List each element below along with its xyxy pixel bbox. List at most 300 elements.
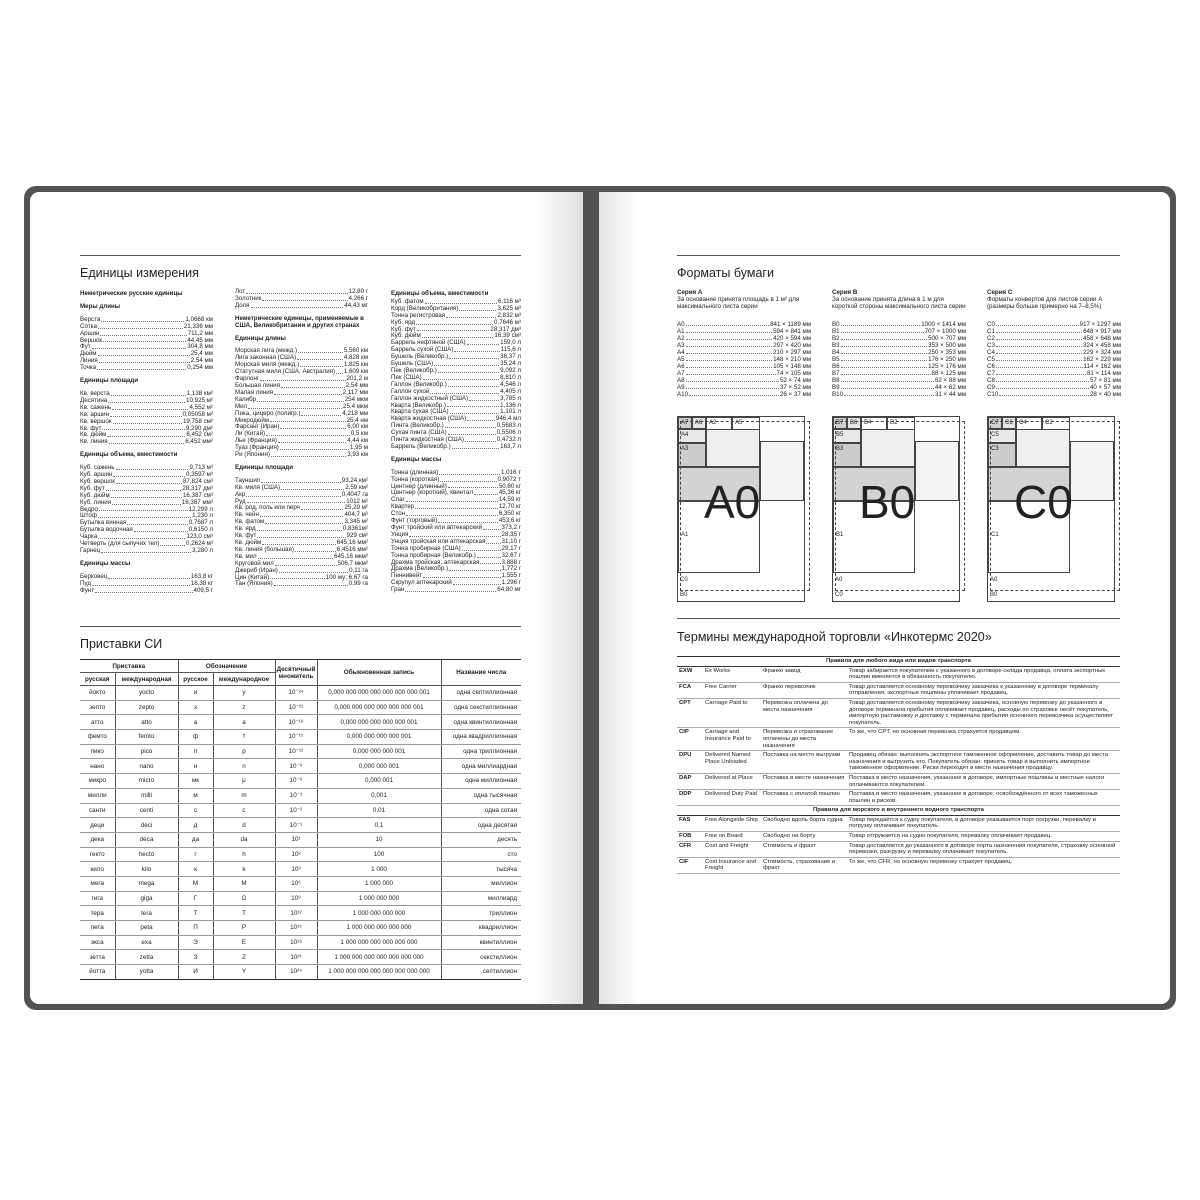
incoterms-code: EXW <box>677 666 703 682</box>
units-column-2 <box>235 289 368 588</box>
incoterms-row <box>677 841 1120 857</box>
paper-sheet-label: A3 <box>681 446 689 452</box>
si-cell: 10⁻³ <box>275 788 317 803</box>
unit-value: 4,266 г <box>348 294 368 302</box>
si-cell: Г <box>178 891 213 906</box>
si-cell: 10⁻⁹ <box>275 759 317 774</box>
paper-size-row <box>987 363 1121 370</box>
unit-name: Десятина <box>80 396 108 404</box>
unit-value: 10,925 м² <box>186 396 213 404</box>
unit-value: 0,6150 л <box>188 526 213 534</box>
si-cell: з <box>178 700 213 715</box>
unit-name: Драхма тройская, аптекарская <box>391 558 480 566</box>
si-head-russian: русская <box>80 673 115 686</box>
si-cell: одна десятая <box>441 818 521 833</box>
paper-sheet-label: A2 <box>709 420 717 426</box>
si-cell: 0,000 000 000 000 001 <box>317 730 441 745</box>
incoterms-code: FOB <box>677 832 703 842</box>
paper-size-row <box>832 335 966 342</box>
si-cell: одна тысячная <box>441 788 521 803</box>
unit-value: 2,59 км² <box>345 483 368 491</box>
si-cell: 1 000 000 000 000 000 000 000 000 <box>317 965 441 980</box>
unit-value: 2,832 м³ <box>497 311 521 319</box>
unit-name: Стон <box>391 510 406 518</box>
si-cell: миллиард <box>441 891 521 906</box>
si-cell: 10⁻²⁴ <box>275 686 317 701</box>
paper-outline-dashed <box>990 421 1120 591</box>
si-row <box>80 730 521 745</box>
unit-name: Фунт тройский или аптекарский <box>391 524 483 531</box>
si-cell: 100 <box>317 847 441 862</box>
top-rule-right <box>677 255 1120 256</box>
paper-sheet-label: C2 <box>1045 420 1053 426</box>
paper-size-name: C7 <box>987 370 995 377</box>
paper-size-name: C2 <box>987 335 995 342</box>
paper-size-value: 28 × 40 мм <box>1089 391 1121 398</box>
incoterms-code: FAS <box>677 815 703 831</box>
incoterms-row <box>677 682 1120 698</box>
unit-name: Линия <box>80 357 98 365</box>
si-title: Приставки СИ <box>80 637 163 651</box>
unit-name: Аршин <box>80 329 100 337</box>
incoterms-row <box>677 728 1120 751</box>
incoterms-row <box>677 773 1120 789</box>
unit-value: 201,2 м <box>346 375 368 383</box>
unit-name: Тан (Япония) <box>235 580 273 588</box>
units-section-heading: Неметрические единицы, применяемые в США, Великобритании и других странах <box>235 314 364 329</box>
unit-name: Баррель (Великобр.) <box>391 442 451 450</box>
unit-name: Фарсанг (Иран) <box>235 423 280 431</box>
incoterms-en: Carriage and Insurance Paid to <box>703 728 761 751</box>
incoterms-code: CIP <box>677 728 703 751</box>
si-cell: 0,01 <box>317 803 441 818</box>
incoterms-ru: Свободно вдоль борта судна <box>761 815 847 831</box>
paper-sheet-label: C0 <box>680 577 688 583</box>
unit-name: Тонна пробирная (США) <box>391 544 461 552</box>
si-cell: G <box>213 891 275 906</box>
incoterms-desc: Поставка в место назначения, указанное в договоре, освобождённого от всех таможенных пошлин и рисков. <box>847 790 1120 806</box>
incoterms-title: Термины международной торговли «Инкотермс 2020» <box>677 630 992 644</box>
paper-size-row <box>677 384 811 391</box>
paper-size-name: C6 <box>987 363 995 370</box>
si-cell: yocto <box>115 686 178 701</box>
si-cell: Т <box>178 906 213 921</box>
unit-value: 12,80 г <box>348 288 368 295</box>
unit-value: 2,54 мм <box>190 357 213 365</box>
si-row <box>80 700 521 715</box>
unit-name: Кв. линия <box>80 438 108 446</box>
paper-size-value: 74 × 105 мм <box>776 370 811 377</box>
unit-name: Кв. миля (США) <box>235 483 281 491</box>
unit-name: Берковец <box>80 572 108 580</box>
paper-sheet-label: A1 <box>681 532 689 538</box>
si-cell: сто <box>441 847 521 862</box>
unit-name: Морская миля (межд.) <box>235 361 300 369</box>
unit-value: 3,625 м³ <box>497 304 521 312</box>
unit-name: Куб. линия <box>80 498 112 506</box>
paper-size-name: B2 <box>832 335 840 342</box>
incoterms-row <box>677 751 1120 774</box>
incoterms-en: Delivered Named Place Unloaded <box>703 751 761 774</box>
unit-name: Сотка <box>80 322 97 330</box>
paper-title: Форматы бумаги <box>677 266 774 280</box>
unit-name: Пек (США) <box>391 373 422 381</box>
unit-value: 14,59 кг <box>498 496 521 504</box>
paper-series-description: За основание принята длина в 1 м для короткой стороны максимального листа серии <box>832 296 966 310</box>
unit-name: Статутная миля (США, Австралия) <box>235 368 336 376</box>
paper-format-big-label: B0 <box>859 476 916 528</box>
unit-value: 1,138 км² <box>186 389 213 397</box>
si-cell: 10¹⁸ <box>275 935 317 950</box>
paper-size-name: B8 <box>832 377 840 384</box>
unit-name: Гран <box>391 586 405 594</box>
paper-size-row <box>832 384 966 391</box>
unit-value: 6,452 см² <box>186 431 213 439</box>
si-cell: 0,000 000 000 000 000 000 000 001 <box>317 686 441 701</box>
paper-size-row <box>677 342 811 349</box>
paper-sheet-label: A4 <box>681 432 689 438</box>
unit-row <box>235 581 368 588</box>
paper-size-name: A1 <box>677 328 685 335</box>
unit-name: Мил <box>235 402 248 410</box>
unit-value: 21,336 мм <box>183 322 213 330</box>
si-cell: z <box>213 700 275 715</box>
paper-size-name: A9 <box>677 384 685 391</box>
si-row <box>80 803 521 818</box>
si-cell: P <box>213 921 275 936</box>
paper-outline-dashed <box>835 421 965 591</box>
si-cell: а <box>178 715 213 730</box>
unit-name: Бушель (Великобр.) <box>391 353 449 361</box>
mid-rule-left <box>80 626 521 627</box>
unit-value: 163,8 кг <box>190 572 213 580</box>
si-row <box>80 788 521 803</box>
si-cell: 10⁻¹⁸ <box>275 715 317 730</box>
si-cell: atto <box>115 715 178 730</box>
unit-name: Гарнец <box>80 547 101 554</box>
si-head-international-symbol: международное <box>213 673 275 686</box>
unit-value: 4,218 мм <box>342 409 368 417</box>
si-cell: д <box>178 818 213 833</box>
incoterms-desc: Товар доставляется основному перевозчику заказчика, основную перевозку до указанного в договоре терминала прибытия оплачивает продавец, расходы по страховке несёт покупатель, импортную растаможку и доставку с терминала прибытия основного перевозчика осуществляет покупатель. <box>847 698 1120 727</box>
unit-row <box>80 548 213 555</box>
unit-value: 12,299 л <box>188 505 213 513</box>
unit-name: Куб. дюйм <box>80 491 110 499</box>
si-cell: М <box>178 876 213 891</box>
si-cell: 10⁻⁶ <box>275 774 317 789</box>
si-row <box>80 935 521 950</box>
unit-name: Пинта (Великобр.) <box>391 422 444 430</box>
incoterms-row <box>677 815 1120 831</box>
paper-size-row <box>677 391 811 398</box>
si-row <box>80 950 521 965</box>
unit-value: 0,7646 м³ <box>494 318 521 326</box>
paper-format-big-label: A0 <box>704 476 761 528</box>
unit-value: 44,43 мг <box>344 301 368 309</box>
unit-value: 36,37 л <box>500 353 521 361</box>
si-cell: micro <box>115 774 178 789</box>
unit-name: Куб. дюйм <box>391 332 421 340</box>
unit-name: Фунт (торговый) <box>391 517 438 525</box>
unit-name: Баррель нефтяной (США) <box>391 339 466 347</box>
incoterms-row <box>677 857 1120 873</box>
paper-sheet-label: C7 <box>991 420 999 426</box>
paper-size-row <box>987 384 1121 391</box>
paper-sheet-label: B4 <box>864 420 872 426</box>
unit-value: 29,17 г <box>501 544 521 552</box>
si-cell: nano <box>115 759 178 774</box>
unit-value: 3,93 км <box>347 451 368 459</box>
incoterms-en: Free on Board <box>703 832 761 842</box>
si-cell: 1 000 000 000 000 000 000 <box>317 935 441 950</box>
paper-sheet-label: B7 <box>836 420 844 426</box>
unit-value: 0,9072 т <box>497 475 521 483</box>
unit-name: Фарлонг <box>235 375 260 383</box>
unit-value: 0,254 мм <box>187 364 213 372</box>
si-cell: n <box>213 759 275 774</box>
paper-size-value: 125 × 176 мм <box>928 363 966 370</box>
unit-name: Кв. вершок <box>80 417 112 425</box>
si-cell: деци <box>80 818 115 833</box>
paper-size-name: C3 <box>987 342 995 349</box>
unit-value: 3,785 л <box>500 394 521 402</box>
unit-name: Кв. верста <box>80 389 110 397</box>
unit-value: 4,546 л <box>500 380 521 388</box>
si-cell: Y <box>213 965 275 980</box>
si-cell: кило <box>80 862 115 877</box>
unit-name: Пика, цицеро (полигр.) <box>235 409 301 417</box>
si-cell: 1 000 000 000 000 000 <box>317 921 441 936</box>
si-cell: квинтиллион <box>441 935 521 950</box>
si-cell: milli <box>115 788 178 803</box>
paper-size-value: 297 × 420 мм <box>773 342 811 349</box>
si-cell: k <box>213 862 275 877</box>
paper-size-value: 62 × 88 мм <box>934 377 966 384</box>
unit-value: 5,560 км <box>343 347 368 355</box>
unit-value: 28,317 дм³ <box>490 325 521 333</box>
incoterms-row <box>677 666 1120 682</box>
units-column-1 <box>80 289 213 595</box>
unit-value: 28,35 г <box>501 530 521 538</box>
unit-name: Ли (Китай) <box>235 430 266 438</box>
paper-sheet-label: A0 <box>835 577 843 583</box>
unit-value: 25,4 мкм <box>343 402 368 410</box>
paper-size-name: C0 <box>987 321 995 328</box>
incoterms-ru: Франко перевозчик <box>761 682 847 698</box>
paper-size-name: A10 <box>677 391 689 398</box>
si-cell: h <box>213 847 275 862</box>
unit-name: Кв. род, поль или перч <box>235 504 300 512</box>
unit-name: Сухая пинта (США) <box>391 429 447 437</box>
units-subheading: Единицы массы <box>391 455 442 463</box>
paper-size-value: 210 × 297 мм <box>773 349 811 356</box>
unit-name: Кв. фатом <box>235 518 265 526</box>
incoterms-row <box>677 832 1120 842</box>
si-cell: 1 000 000 000 000 000 000 000 <box>317 950 441 965</box>
unit-name: Верста <box>80 315 101 323</box>
unit-name: Галлон жидкостный (США) <box>391 394 469 402</box>
si-cell: 1 000 <box>317 862 441 877</box>
si-cell: 10⁻²¹ <box>275 700 317 715</box>
paper-format-diagram <box>677 416 805 602</box>
paper-sheet-label: B0 <box>990 592 998 598</box>
paper-sheet-label: A6 <box>695 420 703 426</box>
paper-size-row <box>677 349 811 356</box>
si-row <box>80 686 521 701</box>
unit-value: 28,317 дм³ <box>182 484 213 492</box>
unit-name: Тонна (длинная) <box>391 468 439 476</box>
paper-size-value: 88 × 125 мм <box>931 370 966 377</box>
si-row <box>80 759 521 774</box>
si-cell: одна миллиардная <box>441 759 521 774</box>
unit-value: 373,2 г <box>501 524 521 531</box>
unit-name: Кв. чейн <box>235 511 259 519</box>
paper-size-row <box>832 342 966 349</box>
si-cell: 10⁹ <box>275 891 317 906</box>
si-cell: Э <box>178 935 213 950</box>
unit-name: Тауншип <box>235 476 261 484</box>
paper-size-row <box>677 370 811 377</box>
unit-value: 31,10 г <box>501 537 521 545</box>
si-cell: 0,000 000 000 000 000 001 <box>317 715 441 730</box>
paper-size-name: B4 <box>832 349 840 356</box>
si-cell: 10² <box>275 847 317 862</box>
paper-size-value: 707 × 1000 мм <box>924 328 966 335</box>
paper-size-name: C8 <box>987 377 995 384</box>
paper-size-value: 40 × 57 мм <box>1089 384 1121 391</box>
unit-value: 6,00 км <box>347 423 368 431</box>
paper-size-value: 176 × 250 мм <box>928 356 966 363</box>
si-cell: pico <box>115 744 178 759</box>
incoterms-group-title: Правила для морского и внутреннего водного транспорта <box>677 806 1120 816</box>
unit-name: Точка <box>80 364 97 372</box>
unit-value: 1012 м² <box>346 497 368 505</box>
paper-size-row <box>987 321 1121 328</box>
incoterms-ru: Перевозка оплачена до места назначения <box>761 698 847 727</box>
si-cell: 10⁻¹⁵ <box>275 730 317 745</box>
si-cell: Z <box>213 950 275 965</box>
unit-value: 1,101 л <box>500 408 521 416</box>
unit-name: Кварта (Великобр.) <box>391 401 446 409</box>
unit-value: 123,0 см³ <box>186 533 213 541</box>
unit-value: 163,7 л <box>500 442 521 450</box>
si-cell: ф <box>178 730 213 745</box>
si-head-multiplier: Десятичный множитель <box>275 660 317 686</box>
si-cell: M <box>213 876 275 891</box>
unit-value: 404,7 м² <box>344 511 368 519</box>
unit-name: Чарка <box>80 533 98 541</box>
si-cell: одна триллионная <box>441 744 521 759</box>
unit-value: 6,116 м³ <box>497 297 521 305</box>
unit-value: 45,36 кг <box>498 489 521 497</box>
si-cell: giga <box>115 891 178 906</box>
unit-name: Кв. мил <box>235 552 257 560</box>
paper-size-row <box>832 363 966 370</box>
si-cell: секстиллион <box>441 950 521 965</box>
si-cell: одна секстиллионная <box>441 700 521 715</box>
unit-name: Большая линия <box>235 381 280 389</box>
paper-size-value: 105 × 148 мм <box>773 363 811 370</box>
si-cell: 1 000 000 000 000 <box>317 906 441 921</box>
unit-value: 100 му; 6,67 га <box>325 573 368 581</box>
si-head-notation: Обыкновенная запись <box>317 660 441 686</box>
incoterms-en: Delivered Duty Paid <box>703 790 761 806</box>
unit-name: Пинта жидкостная (США) <box>391 436 464 444</box>
unit-name: Штоф <box>80 512 97 520</box>
si-cell: йокто <box>80 686 115 701</box>
unit-value: 6,350 кг <box>498 510 521 518</box>
unit-name: Микродюйм <box>235 416 270 424</box>
paper-series-block <box>677 289 811 398</box>
paper-size-name: B10 <box>832 391 844 398</box>
paper-size-row <box>832 377 966 384</box>
si-cell: З <box>178 950 213 965</box>
unit-value: 2,54 мм <box>345 381 368 389</box>
unit-name: Унция тройская или аптекарская <box>391 537 486 545</box>
paper-size-row <box>987 356 1121 363</box>
paper-size-row <box>987 391 1121 398</box>
si-cell: m <box>213 788 275 803</box>
unit-name: Кв. фут <box>80 424 102 432</box>
si-cell: 10²⁴ <box>275 965 317 980</box>
incoterms-ru: Франко завод <box>761 666 847 682</box>
incoterms-ru: Поставка с оплатой пошлин <box>761 790 847 806</box>
unit-value: 35,24 л <box>500 360 521 368</box>
paper-size-name: B6 <box>832 363 840 370</box>
si-cell: mega <box>115 876 178 891</box>
paper-size-row <box>832 391 966 398</box>
si-cell: 10⁶ <box>275 876 317 891</box>
unit-value: 9,713 м³ <box>189 464 213 472</box>
unit-name: Баррель сухой (США) <box>391 346 454 354</box>
paper-size-name: A2 <box>677 335 685 342</box>
unit-name: Куб. ярд <box>391 318 416 326</box>
incoterms-code: CFR <box>677 841 703 857</box>
si-cell: П <box>178 921 213 936</box>
si-cell: санти <box>80 803 115 818</box>
si-row <box>80 847 521 862</box>
paper-size-value: 44 × 62 мм <box>934 384 966 391</box>
unit-name: Четверть (для сыпучих тел) <box>80 540 160 548</box>
unit-name: Лига законная (США) <box>235 354 297 362</box>
incoterms-row <box>677 790 1120 806</box>
gutter-shadow-right <box>599 192 639 1004</box>
unit-name: Кв. фут <box>235 532 257 540</box>
si-cell: c <box>213 803 275 818</box>
unit-name: Тонна (короткая) <box>391 475 440 483</box>
si-cell: d <box>213 818 275 833</box>
paper-size-name: B5 <box>832 356 840 363</box>
si-cell: г <box>178 847 213 862</box>
si-cell: п <box>178 744 213 759</box>
unit-name: Куб. фут <box>80 484 105 492</box>
unit-name: Куб. аршин <box>80 471 113 479</box>
unit-name: Галлон (Великобр.) <box>391 380 447 388</box>
unit-name: Малая линия <box>235 388 274 396</box>
si-cell: f <box>213 730 275 745</box>
unit-value: 0,4047 га <box>341 490 368 498</box>
unit-value: 1,772 г <box>501 565 521 573</box>
unit-name: Кварта сухая (США) <box>391 408 449 416</box>
si-row <box>80 906 521 921</box>
unit-name: Тонна пробирная (Великобр.) <box>391 551 476 559</box>
incoterms-en: Carriage Paid to <box>703 698 761 727</box>
units-subheading: Единицы массы <box>80 559 131 567</box>
si-cell: зетта <box>80 950 115 965</box>
paper-size-name: A6 <box>677 363 685 370</box>
unit-value: 0,05058 м² <box>182 410 213 418</box>
paper-size-value: 420 × 594 мм <box>773 335 811 342</box>
